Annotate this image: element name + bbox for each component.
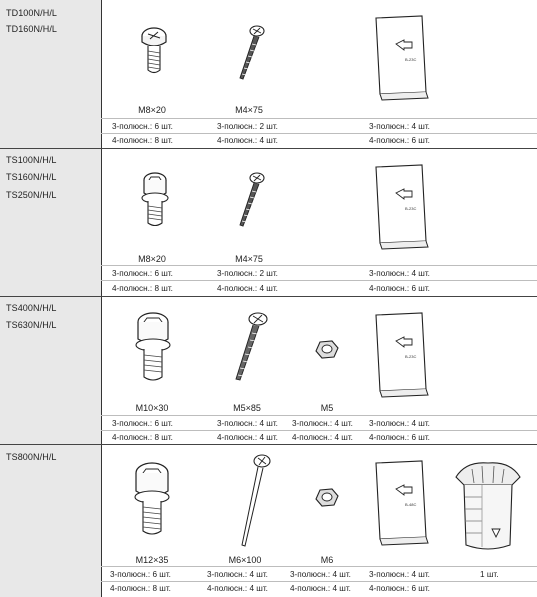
model-name: TS400N/H/L: [6, 303, 57, 313]
quantity-4-pole: 4-полюсн.: 4 шт.: [207, 584, 268, 593]
quantity-3-pole: 3-полюсн.: 4 шт.: [207, 570, 268, 579]
quantity-3-pole: 3-полюсн.: 6 шт.: [112, 269, 173, 278]
quantity-4-pole: 4-полюсн.: 6 шт.: [369, 584, 430, 593]
sheet-icon: [372, 163, 432, 253]
item-label: M6×100: [228, 555, 262, 565]
quantity-4-pole: 4-полюсн.: 4 шт.: [217, 284, 278, 293]
quantity-3-pole: 3-полюсн.: 4 шт.: [369, 269, 430, 278]
short-screw-icon: [136, 26, 172, 78]
item-label: M8×20: [138, 105, 166, 115]
item-label: M5×85: [233, 403, 261, 413]
model-name: TS160N/H/L: [6, 172, 57, 182]
item-label: M6: [320, 555, 334, 565]
section-ts800: [0, 445, 537, 597]
nut-icon: [314, 487, 340, 509]
model-name: TS250N/H/L: [6, 190, 57, 200]
quantity-3-pole: 3-полюсн.: 6 шт.: [110, 570, 171, 579]
quantity-3-pole: 3-полюсн.: 4 шт.: [292, 419, 353, 428]
sheet-icon: [372, 311, 432, 401]
item-label: M8×20: [138, 254, 166, 264]
long-screw-icon: [232, 24, 268, 82]
quantity-3-pole: 3-полюсн.: 2 шт.: [217, 122, 278, 131]
quantity-3-pole: 3-полюсн.: 4 шт.: [369, 570, 430, 579]
model-name: TS100N/H/L: [6, 155, 57, 165]
model-column: [0, 445, 101, 597]
sheet-code: B-23C: [405, 206, 417, 211]
item-label: M10×30: [135, 403, 169, 413]
sheet-code: B-23C: [405, 57, 417, 62]
quantity-4-pole: 4-полюсн.: 4 шт.: [290, 584, 351, 593]
model-name: TS630N/H/L: [6, 320, 57, 330]
quantity-3-pole: 3-полюсн.: 4 шт.: [290, 570, 351, 579]
hex-bolt-icon: [126, 461, 178, 539]
model-name: TS800N/H/L: [6, 452, 57, 462]
quantity-3-pole: 3-полюсн.: 4 шт.: [217, 419, 278, 428]
section-td100-td160: [0, 0, 537, 148]
quantity-4-pole: 4-полюсн.: 4 шт.: [217, 136, 278, 145]
quantity-4-pole: 4-полюсн.: 8 шт.: [112, 136, 173, 145]
sheet-icon: [372, 459, 432, 549]
quantity-3-pole: 3-полюсн.: 4 шт.: [369, 419, 430, 428]
model-name: TD100N/H/L: [6, 8, 58, 18]
quantity-total: 1 шт.: [480, 570, 499, 579]
terminal-cover-icon: [452, 457, 524, 555]
quantity-3-pole: 3-полюсн.: 4 шт.: [369, 122, 430, 131]
model-column: [0, 0, 101, 148]
quantity-4-pole: 4-полюсн.: 4 шт.: [217, 433, 278, 442]
model-name: TD160N/H/L: [6, 24, 58, 34]
hex-bolt-icon: [128, 311, 178, 385]
item-label: M12×35: [135, 555, 169, 565]
quantity-3-pole: 3-полюсн.: 6 шт.: [112, 419, 173, 428]
quantity-4-pole: 4-полюсн.: 4 шт.: [292, 433, 353, 442]
quantity-4-pole: 4-полюсн.: 8 шт.: [112, 433, 173, 442]
quantity-4-pole: 4-полюсн.: 6 шт.: [369, 136, 430, 145]
section-ts100-ts250: [0, 149, 537, 296]
quantity-4-pole: 4-полюсн.: 6 шт.: [369, 433, 430, 442]
quantity-3-pole: 3-полюсн.: 2 шт.: [217, 269, 278, 278]
item-label: M5: [320, 403, 334, 413]
sheet-code: B-48C: [405, 502, 417, 507]
hex-bolt-icon: [135, 171, 175, 231]
long-screw-icon: [228, 311, 270, 383]
section-ts400-ts630: [0, 297, 537, 444]
item-label: M4×75: [235, 254, 263, 264]
quantity-4-pole: 4-полюсн.: 8 шт.: [112, 284, 173, 293]
sheet-icon: [372, 14, 432, 104]
nut-icon: [314, 339, 340, 361]
long-screw-icon: [232, 171, 268, 229]
quantity-4-pole: 4-полюсн.: 8 шт.: [110, 584, 171, 593]
long-screw-icon: [232, 453, 272, 549]
quantity-4-pole: 4-полюсн.: 6 шт.: [369, 284, 430, 293]
item-label: M4×75: [235, 105, 263, 115]
quantity-3-pole: 3-полюсн.: 6 шт.: [112, 122, 173, 131]
sheet-code: B-23C: [405, 354, 417, 359]
